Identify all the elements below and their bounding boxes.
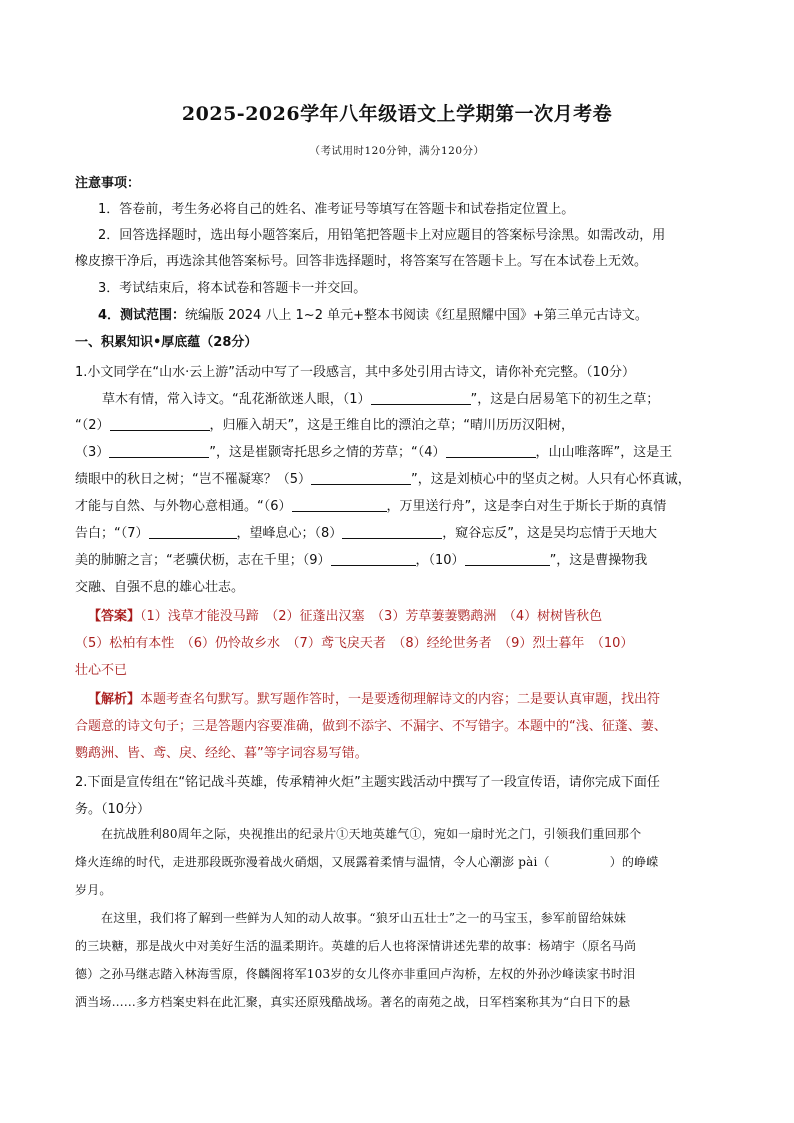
q1-line-6: 告白；“（7） ，望峰息心；（8） ，窥谷忘反”，这是吴均忘情于天地大	[75, 526, 658, 541]
answer-blank-10[interactable]	[465, 553, 550, 566]
answer-label: 【答案】	[88, 609, 141, 624]
q1-answer-line-1: 【答案】（1）浅草才能没马蹄 （2）征蓬出汉塞 （3）芳草萋萋鹦鹉洲 （4）树树皆秋色	[88, 609, 603, 624]
q2-para1-line-1: 在抗战胜利80周年之际，央视推出的纪录片①天地英雄气①，宛如一扇时光之门，引领我们重回那个	[101, 827, 642, 841]
q1-analysis-line-3: 鹦鹉洲、皆、鸢、戾、经纶、暮”等字词容易写错。	[75, 746, 368, 761]
notice-item-4-label: 4．测试范围：	[98, 308, 186, 323]
q2-para1-line-3: 岁月。	[75, 883, 112, 897]
notice-item-4-text: 统编版 2024 八上 1~2 单元+整本书阅读《红星照耀中国》+第三单元古诗文。	[185, 308, 648, 323]
analysis-label: 【解析】	[88, 692, 141, 707]
q2-stem-line-2: 务。（10分）	[75, 802, 151, 817]
q1-line-3: （3） ”，这是崔颢寄托思乡之情的芳草；“（4） ，山山唯落晖”，这是王	[75, 445, 673, 460]
q2-para2-line-3: 德）之孙马继志踏入林海雪原，佟麟阁将军103岁的女儿佟亦非重回卢沟桥，左权的外孙沙峰读家书时泪	[75, 967, 636, 981]
q1-line-4: 绩眼中的秋日之树；“岂不罹凝寒？（5） ”，这是刘桢心中的坚贞之树。人只有心怀真诚，	[75, 472, 691, 487]
q1-analysis-line-1: 【解析】本题考查名句默写。默写题作答时，一是要透彻理解诗文的内容；二是要认真审题，找出符	[88, 692, 661, 707]
q1-answer-line-3: 壮心不已	[75, 663, 128, 678]
q1-line-5: 才能与自然、与外物心意相通。“（6） ，万里送行舟”，这是李白对生于斯长于斯的真情	[75, 499, 667, 514]
answer-blank-4[interactable]	[446, 445, 536, 458]
page-title: 2025-2026学年八年级语文上学期第一次月考卷	[181, 103, 613, 125]
q2-para1-line-2: 烽火连绵的时代，走进那段既弥漫着战火硝烟，又展露着柔情与温情，令人心潮澎 pài（ ）的峥嵘	[75, 855, 659, 869]
notice-item-4	[98, 304, 648, 323]
q1-line-2: “（2） ，归雁入胡天”，这是王维自比的漂泊之草；“晴川历历汉阳树，	[75, 418, 574, 433]
notice-item-2a: 2．回答选择题时，选出每小题答案后，用铅笔把答题卡上对应题目的答案标号涂黑。如需改动，用	[98, 228, 666, 243]
q1-line-1: 草木有情，常入诗文。“乱花渐欲迷人眼，（1） ”，这是白居易笔下的初生之草；	[102, 392, 660, 407]
q1-stem: 1.小文同学在“山水·云上游”活动中写了一段感言，其中多处引用古诗文，请你补充完整。（10分）	[75, 365, 636, 380]
notice-item-2b: 橡皮擦干净后，再选涂其他答案标号。回答非选择题时，将答案写在答题卡上。写在本试卷上无效。	[75, 254, 648, 269]
section-1-heading: 一、积累知识•厚底蕴（28分）	[75, 335, 258, 350]
q1-answer-line-2: （5）松柏有本性 （6）仍怜故乡水 （7）鸢飞戾天者 （8）经纶世务者 （9）烈士暮年 （10）	[75, 636, 634, 651]
q2-para2-line-4: 洒当场……多方档案史料在此汇聚，真实还原残酷战场。著名的南苑之战，日军档案称其为“白日下的悬	[75, 995, 631, 1009]
answer-blank-3[interactable]	[109, 445, 209, 458]
notice-heading: 注意事项：	[75, 176, 141, 191]
notice-item-3: 3．考试结束后，将本试卷和答题卡一并交回。	[98, 281, 367, 296]
q1-line-7: 美的肺腑之言；“老骥伏枥，志在千里；（9） ，（10） ”，这是曹操物我	[75, 553, 648, 568]
notice-item-1: 1．答卷前，考生务必将自己的姓名、准考证号等填写在答题卡和试卷指定位置上。	[98, 202, 575, 217]
answer-blank-2[interactable]	[110, 418, 210, 431]
answer-blank-8[interactable]	[342, 526, 442, 539]
answer-blank-5[interactable]	[311, 472, 411, 485]
answer-blank-6[interactable]	[292, 499, 387, 512]
answer-blank-7[interactable]	[149, 526, 237, 539]
q2-para2-line-1: 在这里，我们将了解到一些鲜为人知的动人故事。“狼牙山五壮士”之一的马宝玉，参军前留给妹妹	[101, 911, 627, 925]
page-subtitle: （考试用时120分钟，满分120分）	[309, 145, 485, 157]
q1-analysis-line-2: 合题意的诗文句子；三是答题内容要准确，做到不添字、不漏字、不写错字。本题中的“浅、征蓬、萋、	[75, 719, 667, 734]
answer-blank-1[interactable]	[371, 392, 471, 405]
q2-para2-line-2: 的三块糖，那是战火中对美好生活的温柔期许。英雄的后人也将深情讲述先辈的故事：杨靖宇（原名马尚	[75, 939, 637, 953]
answer-blank-9[interactable]	[331, 553, 416, 566]
q2-stem-line-1: 2.下面是宣传组在“铭记战斗英雄，传承精神火炬”主题实践活动中撰写了一段宣传语，请你完成下面任	[75, 775, 660, 790]
q1-line-8: 交融、自强不息的雄心壮志。	[75, 580, 245, 595]
